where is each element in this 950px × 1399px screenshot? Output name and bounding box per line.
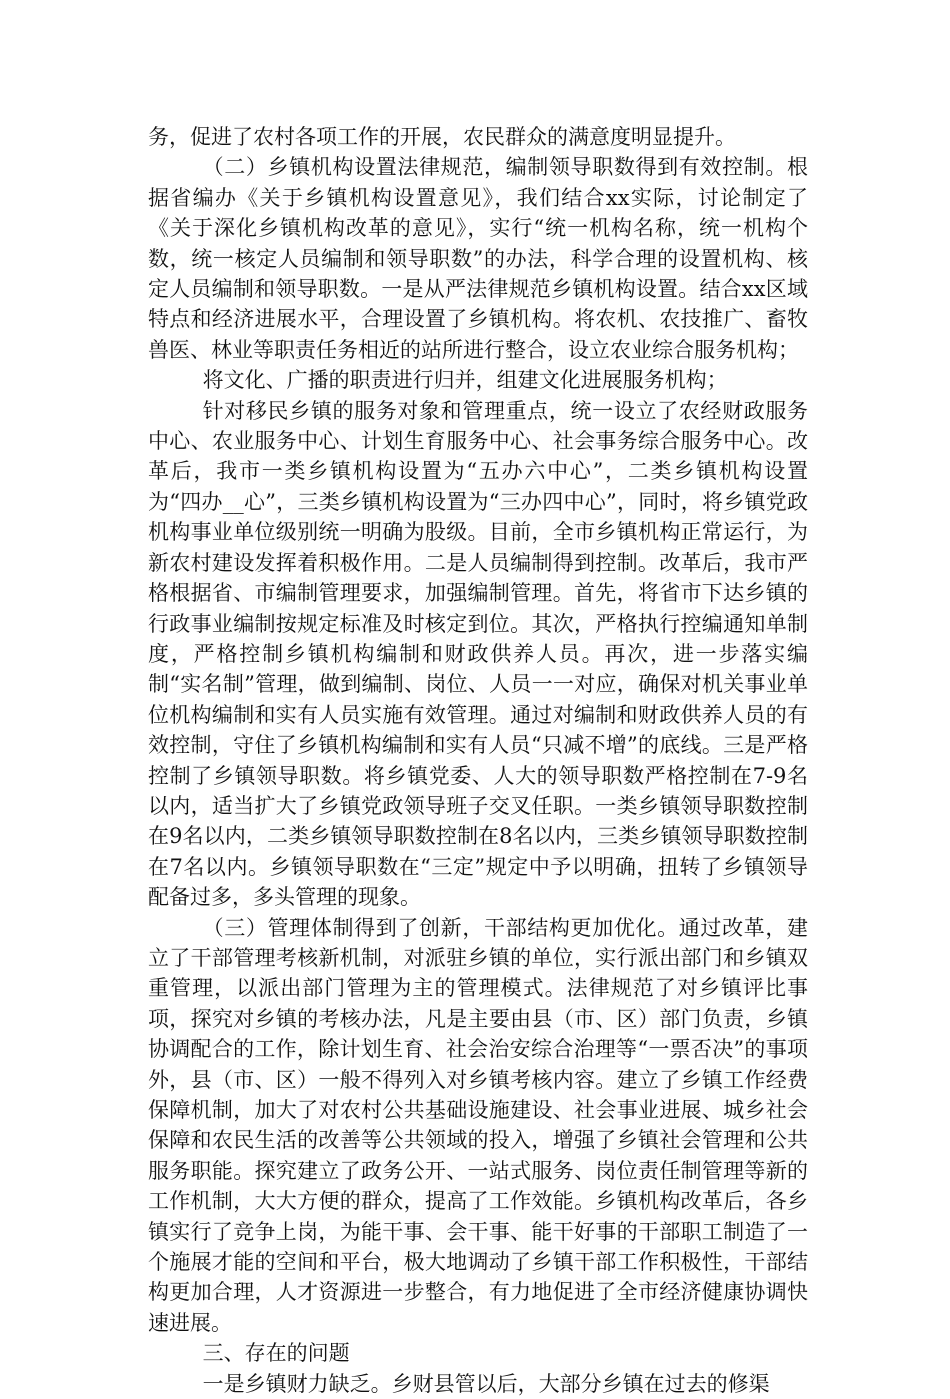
paragraph-continuation: 务，促进了农村各项工作的开展，农民群众的满意度明显提升。 (148, 125, 736, 149)
paragraph-migrant-towns: 针对移民乡镇的服务对象和管理重点，统一设立了农经财政服务中心、农业服务中心、计划生育服务中心、社会事务综合服务中心。改革后，我市一类乡镇机构设置为“五办六中心”，二类乡镇机构设置为“四办__心”，三类乡镇机构设置为“三办四中心”，同时，将乡镇党政机构事业单位级别统一明确为股级。目前，全市乡镇机构正常运行，为新农村建设发挥着积极作用。二是人员编制得到控制。改革后，我市严格根据省、市编制管理要求，加强编制管理。首先，将省市下达乡镇的行政事业编制按规定标准及时核定到位。其次，严格执行控编通知单制度，严格控制乡镇机构编制和财政供养人员。再次，进一步落实编制“实名制”管理，做到编制、岗位、人员一一对应，确保对机关事业单位机构编制和实有人员实施有效管理。通过对编制和财政供养人员的有效控制，守住了乡镇机构编制和实有人员“只减不增”的底线。三是严格控制了乡镇领导职数。将乡镇党委、人大的领导职数严格控制在7-9名以内，适当扩大了乡镇党政领导班子交叉任职。一类乡镇领导职数控制在9名以内，二类乡镇领导职数控制在8名以内，三类乡镇领导职数控制在7名以内。乡镇领导职数在“三定”规定中予以明确，扭转了乡镇领导配备过多，多头管理的现象。 (148, 398, 808, 910)
paragraph-problem-one: 一是乡镇财力缺乏。乡财县管以后，大部分乡镇在过去的修渠 (202, 1371, 770, 1396)
paragraph-section-two: （二）乡镇机构设置法律规范，编制领导职数得到有效控制。根据省编办《关于乡镇机构设置意见》，我们结合xx实际，讨论制定了《关于深化乡镇机构改革的意见》，实行“统一机构名称，统一机构个数，统一核定人员编制和领导职数”的办法，科学合理的设置机构、核定人员编制和领导职数。一是从严法律规范乡镇机构设置。结合xx区域特点和经济进展水平，合理设置了乡镇机构。将农机、农技推广、畜牧兽医、林业等职责任务相近的站所进行整合，设立农业综合服务机构； (148, 155, 808, 362)
paragraph-section-three: （三）管理体制得到了创新，干部结构更加优化。通过改革，建立了干部管理考核新机制，对派驻乡镇的单位，实行派出部门和乡镇双重管理，以派出部门管理为主的管理模式。法律规范了对乡镇评比事项，探究对乡镇的考核办法，凡是主要由县（市、区）部门负责，乡镇协调配合的工作，除计划生育、社会治安综合治理等“一票否决”的事项外，县（市、区）一般不得列入对乡镇考核内容。建立了乡镇工作经费保障机制，加大了对农村公共基础设施建设、社会事业进展、城乡社会保障和农民生活的改善等公共领域的投入，增强了乡镇社会管理和公共服务职能。探究建立了政务公开、一站式服务、岗位责任制管理等新的工作机制，大大方便的群众，提高了工作效能。乡镇机构改革后，各乡镇实行了竞争上岗，为能干事、会干事、能干好事的干部职工制造了一个施展才能的空间和平台，极大地调动了乡镇干部工作积极性，干部结构更加合理，人才资源进一步整合，有力地促进了全市经济健康协调快速进展。 (148, 915, 808, 1335)
paragraph-culture-merge: 将文化、广播的职责进行归并，组建文化进展服务机构； (202, 368, 728, 393)
section-heading-problems: 三、存在的问题 (202, 1341, 350, 1366)
document-body (148, 122, 808, 1399)
